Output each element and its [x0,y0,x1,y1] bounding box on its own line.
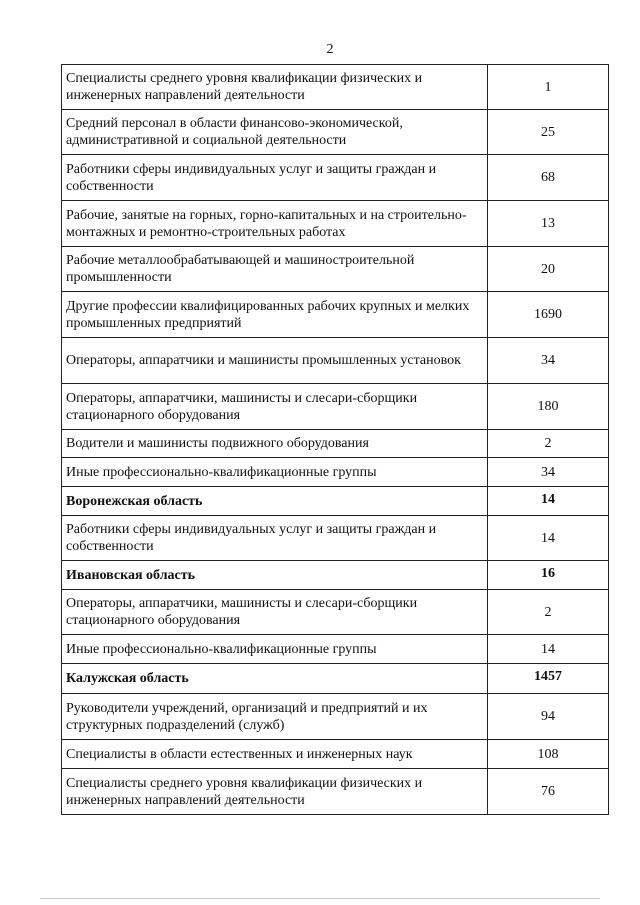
row-name: Операторы, аппаратчики, машинисты и слесари-сборщики стационарного оборудования [62,590,488,635]
table-row [62,694,609,740]
statistics-table [61,64,609,815]
table-row [62,458,609,487]
region-name: Воронежская область [62,487,488,516]
row-value: 108 [488,740,609,769]
table-row [62,590,609,635]
row-value: 14 [488,516,609,561]
region-row [62,487,609,516]
region-name: Ивановская область [62,561,488,590]
table-row [62,740,609,769]
row-name: Руководители учреждений, организаций и предприятий и их структурных подразделений (служб) [62,694,488,740]
row-name: Другие профессии квалифицированных рабочих крупных и мелких промышленных предприятий [62,292,488,338]
row-name: Операторы, аппаратчики, машинисты и слесари-сборщики стационарного оборудования [62,384,488,430]
region-total: 14 [488,487,609,516]
region-name: Калужская область [62,664,488,694]
row-value: 25 [488,110,609,155]
table-row [62,155,609,201]
row-name: Специалисты среднего уровня квалификации физических и инженерных направлений деятельности [62,769,488,815]
row-value: 94 [488,694,609,740]
table-row [62,430,609,458]
row-name: Водители и машинисты подвижного оборудования [62,430,488,458]
table-row [62,338,609,384]
row-name: Рабочие, занятые на горных, горно-капитальных и на строительно-монтажных и ремонтно-строительных работах [62,201,488,247]
page-number: 2 [326,42,334,57]
scan-edge-mark [40,898,600,899]
row-name: Специалисты в области естественных и инженерных наук [62,740,488,769]
table-row [62,201,609,247]
row-value: 2 [488,590,609,635]
table-row [62,65,609,110]
region-row [62,664,609,694]
row-name: Работники сферы индивидуальных услуг и защиты граждан и собственности [62,516,488,561]
row-name: Иные профессионально-квалификационные группы [62,458,488,487]
row-name: Средний персонал в области финансово-экономической, административной и социальной деятельности [62,110,488,155]
region-total: 1457 [488,664,609,694]
row-value: 1 [488,65,609,110]
row-name: Специалисты среднего уровня квалификации физических и инженерных направлений деятельности [62,65,488,110]
row-value: 20 [488,247,609,292]
table-row [62,247,609,292]
row-name: Работники сферы индивидуальных услуг и защиты граждан и собственности [62,155,488,201]
row-value: 13 [488,201,609,247]
row-name: Иные профессионально-квалификационные группы [62,635,488,664]
row-value: 180 [488,384,609,430]
row-name: Рабочие металлообрабатывающей и машиностроительной промышленности [62,247,488,292]
row-value: 1690 [488,292,609,338]
region-total: 16 [488,561,609,590]
row-value: 34 [488,458,609,487]
row-value: 68 [488,155,609,201]
table-row [62,635,609,664]
table-row [62,384,609,430]
region-row [62,561,609,590]
row-name: Операторы, аппаратчики и машинисты промышленных установок [62,338,488,384]
row-value: 76 [488,769,609,815]
table-row [62,769,609,815]
row-value: 14 [488,635,609,664]
row-value: 34 [488,338,609,384]
row-value: 2 [488,430,609,458]
table-row [62,516,609,561]
table-row [62,292,609,338]
table-row [62,110,609,155]
